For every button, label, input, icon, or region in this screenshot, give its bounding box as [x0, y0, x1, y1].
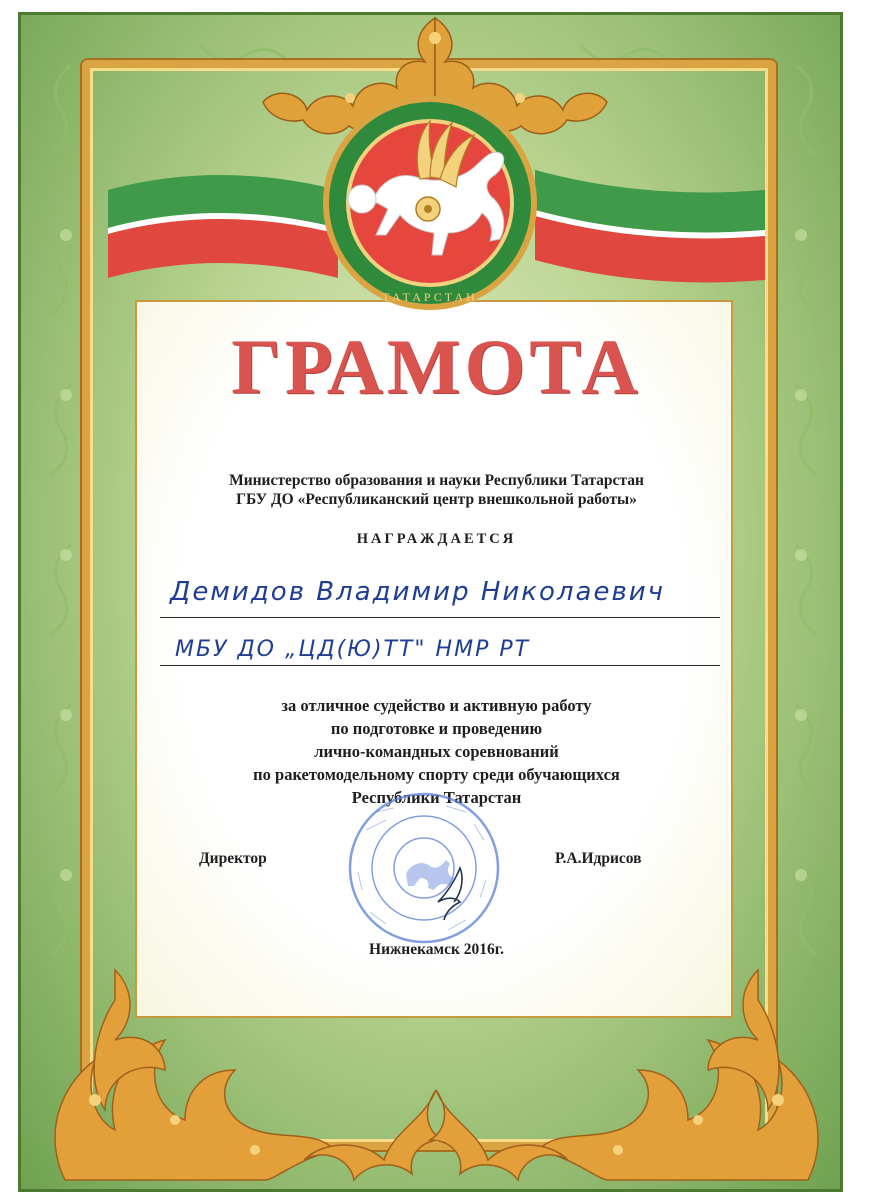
- official-stamp: [346, 790, 502, 946]
- signatory-name: Р.А.Идрисов: [555, 850, 642, 867]
- recipient-name-underline: [160, 617, 720, 618]
- reason-line: по подготовке и проведению: [330, 719, 543, 738]
- recipient-name: Демидов Владимир Николаевич: [170, 577, 666, 607]
- reason-line: по ракетомодельному спорту среди обучающихся: [253, 765, 620, 784]
- institution-line: ГБУ ДО «Республиканский центр внешкольной работы»: [236, 491, 637, 508]
- reason-line: лично-командных соревнований: [314, 742, 559, 761]
- awarded-label: НАГРАЖДАЕТСЯ: [356, 531, 517, 547]
- recipient-organization: МБУ ДО „ЦД(Ю)ТТ" НМР РТ: [175, 637, 531, 662]
- coat-of-arms: [290, 93, 570, 313]
- bottom-center-ornament: [300, 1070, 573, 1190]
- signatory-position: Директор: [199, 850, 267, 867]
- reason-line: Республики Татарстан: [351, 788, 522, 807]
- city-year: Нижнекамск 2016г.: [369, 941, 504, 958]
- ministry-line: Министерство образования и науки Республики Татарстан: [229, 472, 644, 489]
- emblem-ring-text: ТАТАРСТАН: [382, 290, 478, 304]
- reason-line: за отличное судейство и активную работу: [281, 696, 592, 715]
- emblem-graphic: [290, 93, 570, 313]
- recipient-org-underline: [160, 665, 720, 666]
- certificate-title: ГРАМОТА: [231, 323, 642, 410]
